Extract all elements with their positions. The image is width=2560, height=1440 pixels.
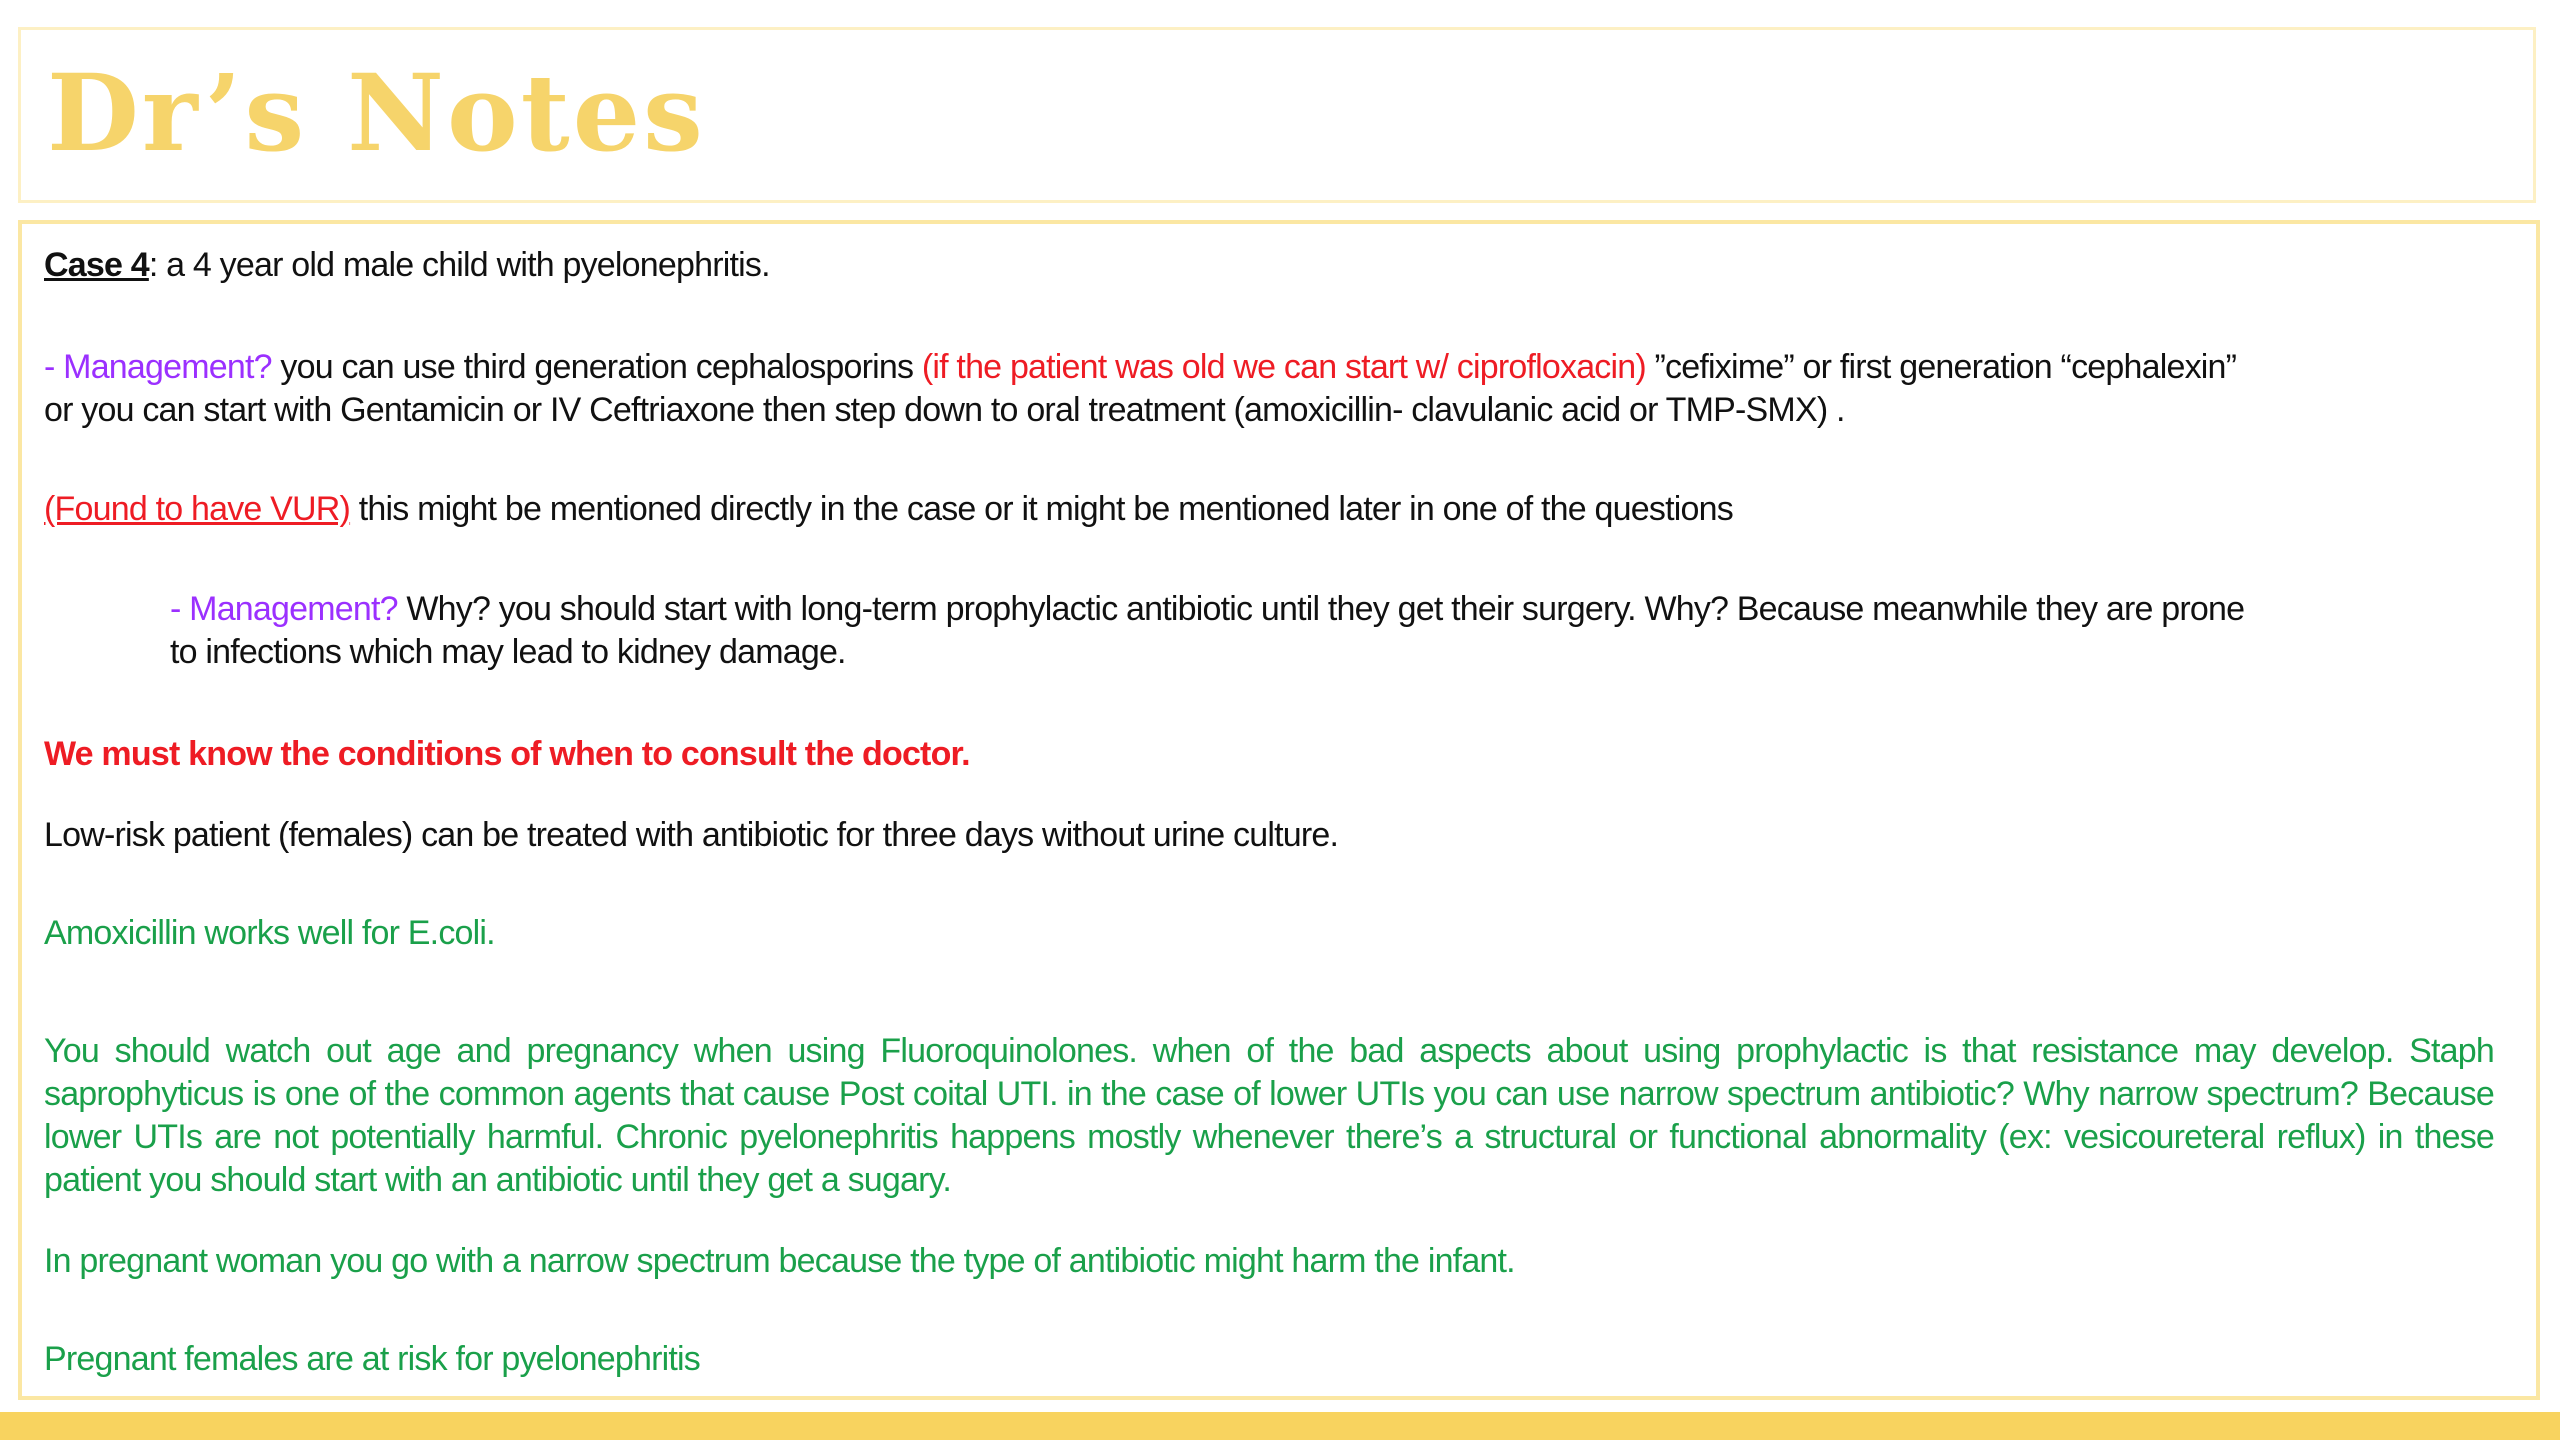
management-prefix: - Management? [44, 348, 272, 386]
consult-warning: We must know the conditions of when to consult the doctor. [44, 735, 970, 773]
management-line-2: or you can start with Gentamicin or IV Ceftriaxone then step down to oral treatment (amoxicillin- clavulanic acid or TMP-SMX) . [44, 391, 1845, 429]
case-line [44, 244, 770, 287]
pregnant-woman-note: In pregnant woman you go with a narrow spectrum because the type of antibiotic might harm the infant. [44, 1242, 1515, 1280]
vur-management-line-2: to infections which may lead to kidney damage. [170, 633, 846, 671]
page-title: Dr’s Notes [47, 50, 706, 175]
low-risk-note: Low-risk patient (females) can be treated with antibiotic for three days without urine culture. [44, 816, 1339, 854]
management-text-b: ”cefixime” or first generation “cephalexin” [1645, 348, 2237, 386]
vur-line [44, 488, 1733, 531]
management-text: you can use third generation cephalosporins [271, 348, 922, 386]
case-label: Case 4 [44, 246, 149, 284]
vur-text: this might be mentioned directly in the case or it might be mentioned later in one of the questions [350, 490, 1733, 528]
vur-label: (Found to have VUR) [44, 490, 351, 528]
management-line-1 [44, 346, 2236, 389]
footer-bar [0, 1412, 2560, 1440]
vur-management-text: Why? you should start with long-term prophylactic antibiotic until they get their surgery. Why? Because meanwhile they are prone [397, 590, 2245, 628]
case-text: : a 4 year old male child with pyelonephritis. [148, 246, 770, 284]
pregnant-risk-note: Pregnant females are at risk for pyelonephritis [44, 1340, 700, 1378]
title-box [18, 27, 2536, 203]
vur-management-prefix: - Management? [170, 590, 398, 628]
amoxicillin-note: Amoxicillin works well for E.coli. [44, 914, 495, 952]
fluoroquinolone-paragraph: You should watch out age and pregnancy when using Fluoroquinolones. when of the bad aspects about using prophylactic is that resistance may develop. Staph saprophyticus is one of the common agents that cause Post coital UTI. in the case of lower UTIs you can use narrow spectrum antibiotic? Why narrow spectrum? Because lower UTIs are not potentially harmful. Chronic pyelonephritis happens mostly whenever there’s a structural or functional abnormality (ex: vesicoureteral reflux) in these patient you should start with an antibiotic until they get a sugary. [44, 1032, 2494, 1199]
management-red-note: (if the patient was old we can start w/ ciprofloxacin) [921, 348, 1646, 386]
vur-management-line-1 [170, 588, 2244, 631]
